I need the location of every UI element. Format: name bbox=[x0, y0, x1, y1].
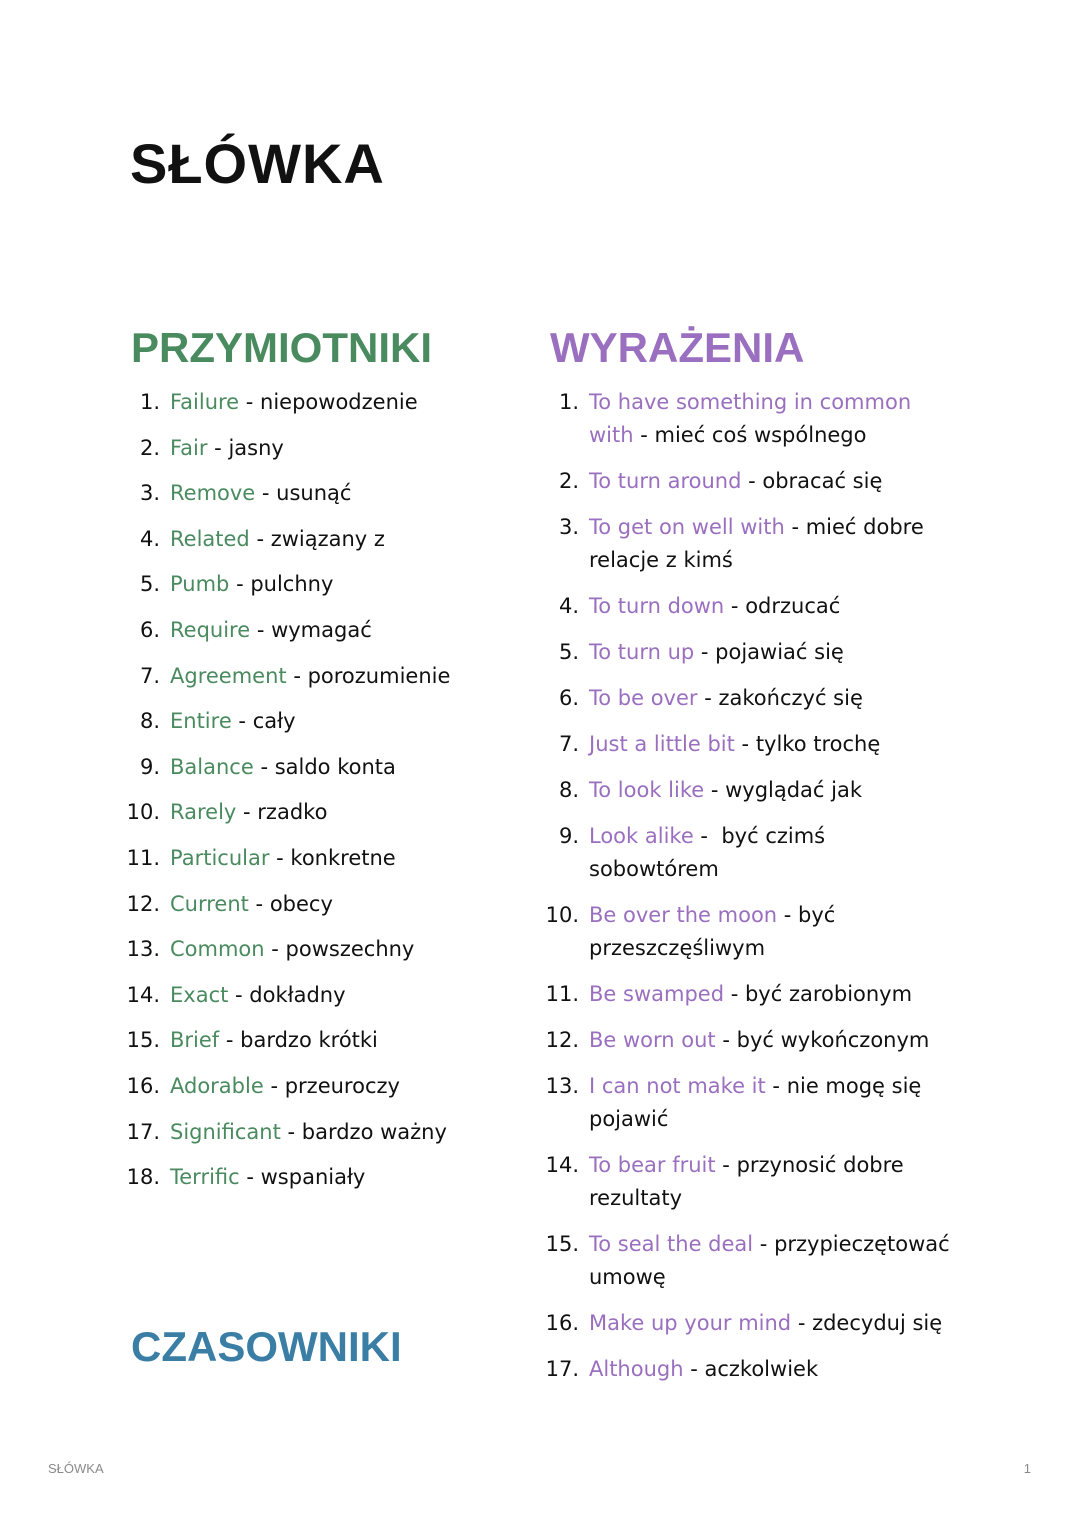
list-item bbox=[558, 465, 959, 498]
item-number: 13. bbox=[545, 1074, 579, 1098]
english-term: To have something in common with bbox=[589, 390, 912, 447]
separator: - bbox=[784, 515, 806, 539]
polish-translation: przeuroczy bbox=[284, 1073, 400, 1098]
separator: - bbox=[791, 1311, 813, 1335]
item-number: 2. bbox=[558, 469, 579, 493]
polish-translation: zdecyduj się bbox=[812, 1311, 943, 1335]
separator: - bbox=[249, 526, 271, 551]
polish-translation: rzadko bbox=[257, 800, 328, 825]
english-term: Pumb bbox=[170, 572, 230, 597]
english-term: Related bbox=[170, 526, 250, 551]
english-term: Current bbox=[170, 891, 249, 916]
separator: - bbox=[263, 1073, 285, 1098]
list-item bbox=[139, 660, 500, 693]
polish-translation: przypieczętować umowę bbox=[589, 1232, 950, 1289]
list-item bbox=[126, 933, 500, 966]
separator: - bbox=[694, 640, 716, 664]
separator: - bbox=[219, 1028, 241, 1053]
polish-translation: wspaniały bbox=[260, 1165, 366, 1190]
list-item bbox=[139, 568, 500, 601]
item-number: 14. bbox=[126, 982, 160, 1007]
english-term: Agreement bbox=[170, 663, 287, 688]
adjectives-list bbox=[126, 386, 500, 1207]
item-number: 9. bbox=[558, 824, 579, 848]
item-number: 15. bbox=[126, 1028, 160, 1053]
separator: - bbox=[715, 1028, 737, 1052]
item-number: 16. bbox=[126, 1073, 160, 1098]
polish-translation: przynosić dobre rezultaty bbox=[589, 1153, 904, 1210]
polish-translation: porozumienie bbox=[307, 663, 451, 688]
item-number: 3. bbox=[558, 515, 579, 539]
english-term: Be over the moon bbox=[589, 903, 778, 927]
polish-translation: być przeszczęśliwym bbox=[589, 903, 836, 960]
polish-translation: nie mogę się pojawić bbox=[589, 1074, 922, 1131]
separator: - bbox=[693, 824, 722, 848]
polish-translation: być wykończonym bbox=[736, 1028, 930, 1052]
english-term: Be worn out bbox=[589, 1028, 716, 1052]
item-number: 13. bbox=[126, 937, 160, 962]
english-term: I can not make it bbox=[589, 1074, 766, 1098]
polish-translation: cały bbox=[252, 709, 296, 734]
list-item bbox=[545, 1149, 959, 1215]
list-item bbox=[139, 432, 500, 465]
polish-translation: pojawiać się bbox=[715, 640, 844, 664]
separator: - bbox=[765, 1074, 787, 1098]
list-item bbox=[139, 523, 500, 556]
list-item bbox=[126, 979, 500, 1012]
separator: - bbox=[777, 903, 799, 927]
item-number: 4. bbox=[558, 594, 579, 618]
english-term: Balance bbox=[170, 754, 254, 779]
separator: - bbox=[697, 686, 719, 710]
list-item bbox=[139, 751, 500, 784]
item-number: 7. bbox=[139, 663, 160, 688]
separator: - bbox=[264, 937, 286, 962]
polish-translation: zakończyć się bbox=[718, 686, 863, 710]
separator: - bbox=[724, 594, 746, 618]
polish-translation: obracać się bbox=[762, 469, 883, 493]
list-item bbox=[545, 1307, 959, 1340]
item-number: 3. bbox=[139, 481, 160, 506]
item-number: 11. bbox=[126, 845, 160, 870]
polish-translation: saldo konta bbox=[274, 754, 396, 779]
item-number: 14. bbox=[545, 1153, 579, 1177]
list-item bbox=[558, 774, 959, 807]
item-number: 4. bbox=[139, 526, 160, 551]
english-term: Particular bbox=[170, 845, 270, 870]
english-term: To seal the deal bbox=[589, 1232, 754, 1256]
separator: - bbox=[633, 423, 655, 447]
english-term: Make up your mind bbox=[589, 1311, 792, 1335]
separator: - bbox=[229, 572, 251, 597]
separator: - bbox=[239, 390, 261, 414]
item-number: 11. bbox=[545, 982, 579, 1006]
english-term: Look alike bbox=[589, 824, 694, 848]
english-term: Remove bbox=[170, 481, 256, 506]
separator: - bbox=[683, 1357, 705, 1381]
english-term: Be swamped bbox=[589, 982, 725, 1006]
item-number: 9. bbox=[139, 754, 160, 779]
polish-translation: obecy bbox=[269, 891, 333, 916]
polish-translation: mieć dobre relacje z kimś bbox=[589, 515, 924, 572]
polish-translation: aczkolwiek bbox=[704, 1357, 819, 1381]
polish-translation: powszechny bbox=[285, 937, 415, 962]
list-item bbox=[545, 1070, 959, 1136]
separator: - bbox=[239, 1165, 261, 1190]
english-term: To turn around bbox=[589, 469, 742, 493]
polish-translation: być czimś sobowtórem bbox=[589, 824, 826, 881]
item-number: 2. bbox=[139, 435, 160, 460]
english-term: To turn up bbox=[589, 640, 695, 664]
list-item bbox=[139, 477, 500, 510]
separator: - bbox=[753, 1232, 775, 1256]
list-item bbox=[558, 728, 959, 761]
english-term: Significant bbox=[170, 1119, 281, 1144]
list-item bbox=[126, 1116, 500, 1149]
item-number: 6. bbox=[139, 617, 160, 642]
polish-translation: wymagać bbox=[271, 617, 372, 642]
list-item bbox=[126, 796, 500, 829]
separator: - bbox=[255, 481, 277, 506]
separator: - bbox=[734, 732, 756, 756]
separator: - bbox=[231, 709, 253, 734]
item-number: 8. bbox=[558, 778, 579, 802]
item-number: 7. bbox=[558, 732, 579, 756]
english-term: To bear fruit bbox=[589, 1153, 716, 1177]
separator: - bbox=[715, 1153, 737, 1177]
separator: - bbox=[741, 469, 763, 493]
list-item bbox=[545, 1353, 959, 1386]
page-number: 1 bbox=[1023, 1461, 1031, 1476]
polish-translation: bardzo krótki bbox=[240, 1028, 378, 1053]
english-term: Failure bbox=[170, 390, 240, 414]
list-item bbox=[126, 842, 500, 875]
list-item bbox=[545, 1024, 959, 1057]
polish-translation: wyglądać jak bbox=[725, 778, 863, 802]
english-term: To be over bbox=[589, 686, 698, 710]
list-item bbox=[558, 682, 959, 715]
english-term: Exact bbox=[170, 982, 229, 1007]
list-item bbox=[558, 511, 959, 577]
polish-translation: mieć coś wspólnego bbox=[654, 423, 867, 447]
item-number: 10. bbox=[126, 800, 160, 825]
list-item bbox=[139, 614, 500, 647]
separator: - bbox=[250, 617, 272, 642]
list-item bbox=[545, 1228, 959, 1294]
separator: - bbox=[280, 1119, 302, 1144]
list-item bbox=[558, 820, 959, 886]
english-term: Entire bbox=[170, 709, 232, 734]
separator: - bbox=[704, 778, 726, 802]
polish-translation: tylko trochę bbox=[755, 732, 881, 756]
expressions-list bbox=[545, 386, 959, 1399]
item-number: 1. bbox=[558, 390, 579, 414]
separator: - bbox=[207, 435, 229, 460]
english-term: Common bbox=[170, 937, 265, 962]
list-item bbox=[545, 978, 959, 1011]
english-term: Require bbox=[170, 617, 251, 642]
english-term: Although bbox=[589, 1357, 684, 1381]
separator: - bbox=[248, 891, 270, 916]
polish-translation: jasny bbox=[228, 435, 284, 460]
polish-translation: konkretne bbox=[290, 845, 396, 870]
page-title: SŁÓWKA bbox=[130, 132, 385, 195]
list-item bbox=[126, 1070, 500, 1103]
polish-translation: pulchny bbox=[250, 572, 334, 597]
polish-translation: bardzo ważny bbox=[301, 1119, 447, 1144]
item-number: 17. bbox=[126, 1119, 160, 1144]
list-item bbox=[558, 590, 959, 623]
item-number: 15. bbox=[545, 1232, 579, 1256]
separator: - bbox=[269, 845, 291, 870]
separator: - bbox=[236, 800, 258, 825]
list-item bbox=[126, 888, 500, 921]
list-item bbox=[126, 1024, 500, 1057]
item-number: 17. bbox=[545, 1357, 579, 1381]
item-number: 8. bbox=[139, 709, 160, 734]
list-item bbox=[126, 1161, 500, 1194]
list-item bbox=[558, 386, 959, 452]
separator: - bbox=[724, 982, 745, 1006]
item-number: 18. bbox=[126, 1165, 160, 1190]
english-term: Brief bbox=[170, 1028, 220, 1053]
english-term: Rarely bbox=[170, 800, 237, 825]
list-item bbox=[558, 636, 959, 669]
english-term: Just a little bit bbox=[589, 732, 735, 756]
polish-translation: usunąć bbox=[276, 481, 352, 506]
english-term: Terrific bbox=[170, 1165, 240, 1190]
verbs-heading: CZASOWNIKI bbox=[131, 1323, 402, 1370]
english-term: To get on well with bbox=[589, 515, 785, 539]
list-item bbox=[139, 705, 500, 738]
english-term: Fair bbox=[170, 435, 208, 460]
polish-translation: odrzucać bbox=[745, 594, 841, 618]
english-term: Adorable bbox=[170, 1073, 264, 1098]
item-number: 5. bbox=[558, 640, 579, 664]
english-term: To look like bbox=[589, 778, 705, 802]
adjectives-heading: PRZYMIOTNIKI bbox=[131, 324, 432, 371]
item-number: 12. bbox=[545, 1028, 579, 1052]
list-item bbox=[545, 899, 959, 965]
item-number: 5. bbox=[139, 572, 160, 597]
english-term: To turn down bbox=[589, 594, 725, 618]
polish-translation: być zarobionym bbox=[744, 982, 913, 1006]
item-number: 1. bbox=[139, 390, 160, 414]
footer-label: SŁÓWKA bbox=[48, 1461, 104, 1476]
polish-translation: niepowodzenie bbox=[260, 390, 418, 414]
separator: - bbox=[286, 663, 308, 688]
item-number: 6. bbox=[558, 686, 579, 710]
item-number: 12. bbox=[126, 891, 160, 916]
item-number: 16. bbox=[545, 1311, 579, 1335]
separator: - bbox=[253, 754, 275, 779]
list-item bbox=[139, 386, 500, 419]
polish-translation: związany z bbox=[270, 526, 385, 551]
polish-translation: dokładny bbox=[249, 982, 346, 1007]
expressions-heading: WYRAŻENIA bbox=[550, 324, 805, 371]
separator: - bbox=[228, 982, 250, 1007]
item-number: 10. bbox=[545, 903, 579, 927]
